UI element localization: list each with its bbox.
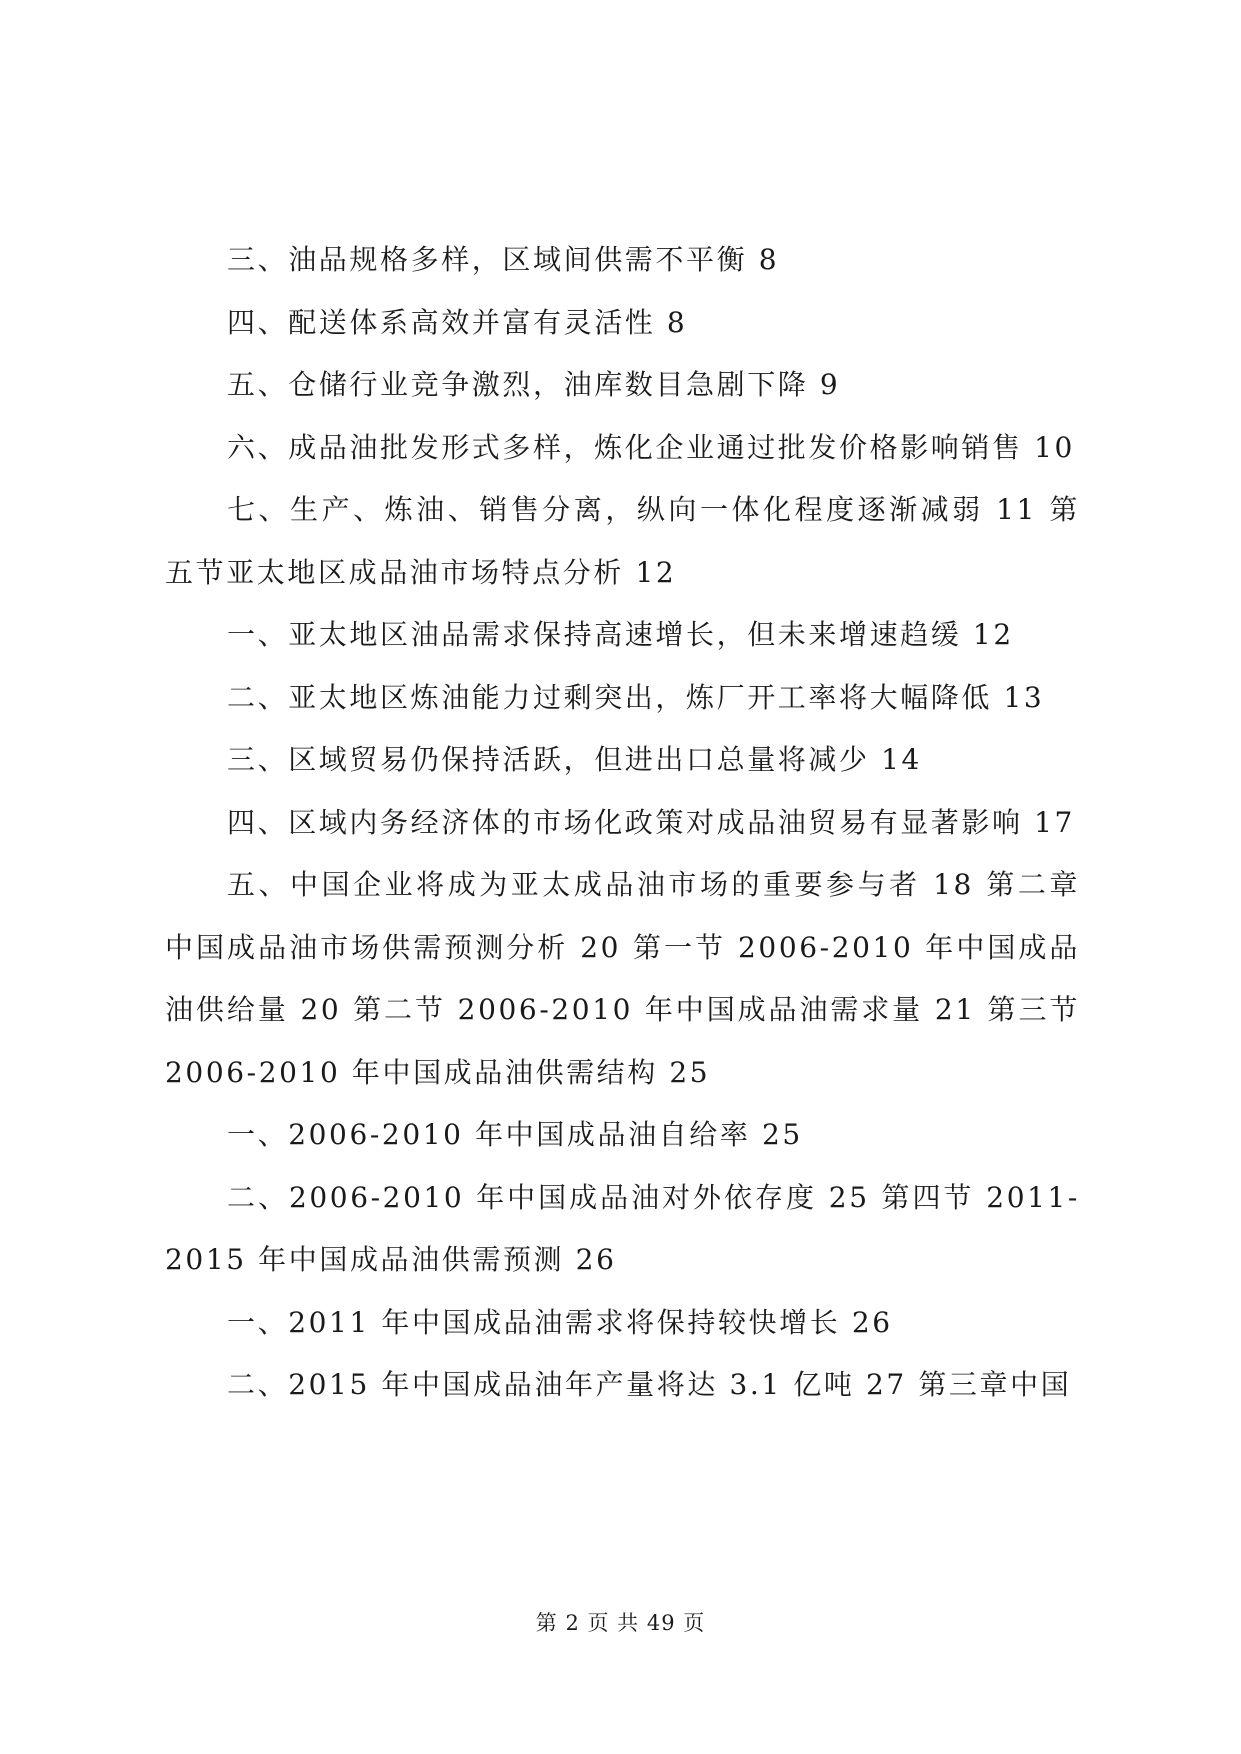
document-body	[165, 229, 1080, 1417]
toc-entry: 二、2006-2010 年中国成品油对外依存度 25 第四节 2011-2015 年中国成品油供需预测 26	[165, 1180, 1080, 1276]
toc-entry: 五、仓储行业竞争激烈，油库数目急剧下降 9	[227, 368, 841, 401]
page-footer	[0, 1608, 1241, 1638]
toc-entry: 四、配送体系高效并富有灵活性 8	[227, 305, 688, 339]
toc-entry: 二、2015 年中国成品油年产量将达 3.1 亿吨 27 第三章中国	[227, 1368, 1072, 1401]
toc-entry: 二、亚太地区炼油能力过剩突出，炼厂开工率将大幅降低 13	[227, 680, 1045, 714]
toc-entry: 一、亚太地区油品需求保持高速增长，但未来增速趋缓 12	[227, 618, 1014, 651]
page-number-label: 第 2 页 共 49 页	[535, 1611, 706, 1635]
toc-entry: 四、区域内务经济体的市场化政策对成品油贸易有显著影响 17	[227, 805, 1075, 839]
toc-entry: 一、2006-2010 年中国成品油自给率 25	[227, 1118, 803, 1151]
toc-entry: 五、中国企业将成为亚太成品油市场的重要参与者 18 第二章中国成品油市场供需预测分析 20 第一节 2006-2010 年中国成品油供给量 20 第二节 2006-2010 年中国成品油需求量 21 第三节 2006-2010 年中国成品油供需结构 25	[165, 868, 1080, 1089]
toc-entry: 三、油品规格多样，区域间供需不平衡 8	[227, 243, 780, 276]
toc-entry: 七、生产、炼油、销售分离，纵向一体化程度逐渐减弱 11 第五节亚太地区成品油市场特点分析 12	[165, 493, 1080, 589]
toc-entry: 六、成品油批发形式多样，炼化企业通过批发价格影响销售 10	[227, 430, 1075, 464]
toc-entry: 三、区域贸易仍保持活跃，但进出口总量将减少 14	[227, 743, 922, 776]
toc-entry: 一、2011 年中国成品油需求将保持较快增长 26	[227, 1305, 893, 1339]
